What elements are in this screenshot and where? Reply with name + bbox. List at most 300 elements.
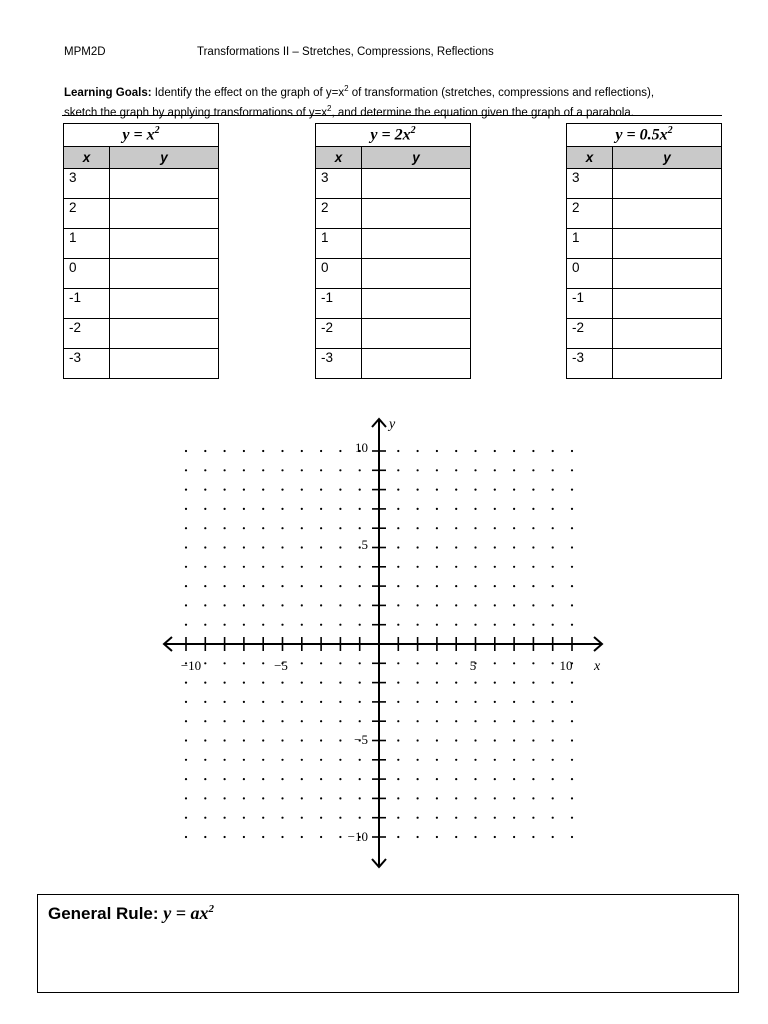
grid-dot (243, 469, 245, 471)
x-value: -1 (64, 289, 110, 319)
grid-dot (301, 527, 303, 529)
x-value: 1 (316, 229, 362, 259)
x-value: 2 (316, 199, 362, 229)
x-column-header: x (316, 147, 362, 169)
grid-dot (204, 450, 206, 452)
grid-dot (224, 585, 226, 587)
grid-dot (204, 778, 206, 780)
grid-dot (204, 546, 206, 548)
grid-dot (397, 662, 399, 664)
grid-dot (185, 739, 187, 741)
grid-dot (455, 797, 457, 799)
x-tick-label: 10 (559, 658, 573, 673)
grid-dot (571, 701, 573, 703)
grid-dot (513, 546, 515, 548)
grid-dot (262, 720, 264, 722)
grid-dot (417, 720, 419, 722)
grid-dot (262, 662, 264, 664)
grid-dot (417, 508, 419, 510)
grid-dot (436, 508, 438, 510)
grid-dot (455, 817, 457, 819)
x-value: -2 (567, 319, 613, 349)
grid-dot (474, 836, 476, 838)
grid-dot (494, 720, 496, 722)
grid-dot (339, 585, 341, 587)
grid-dot (301, 682, 303, 684)
grid-dot (513, 720, 515, 722)
x-column-header: x (567, 147, 613, 169)
x-value: 1 (567, 229, 613, 259)
grid-dot (455, 759, 457, 761)
grid-dot (455, 778, 457, 780)
grid-dot (339, 662, 341, 664)
grid-dot (571, 720, 573, 722)
grid-dot (552, 585, 554, 587)
grid-dot (359, 527, 361, 529)
x-value: 3 (567, 169, 613, 199)
grid-dot (204, 662, 206, 664)
grid-dot (532, 739, 534, 741)
grid-dot (243, 604, 245, 606)
grid-dot (494, 662, 496, 664)
grid-dot (552, 701, 554, 703)
grid-dot (224, 469, 226, 471)
grid-dot (532, 469, 534, 471)
grid-dot (204, 817, 206, 819)
grid-dot (320, 759, 322, 761)
x-value: -2 (64, 319, 110, 349)
grid-dot (571, 546, 573, 548)
grid-dot (281, 469, 283, 471)
grid-dot (532, 527, 534, 529)
grid-dot (552, 720, 554, 722)
grid-dot (397, 759, 399, 761)
grid-dot (513, 585, 515, 587)
y-column-header: y (613, 147, 722, 169)
grid-dot (262, 604, 264, 606)
grid-dot (552, 836, 554, 838)
grid-dot (552, 508, 554, 510)
grid-dot (224, 604, 226, 606)
grid-dot (494, 469, 496, 471)
x-value: -2 (316, 319, 362, 349)
grid-dot (494, 836, 496, 838)
grid-dot (436, 624, 438, 626)
grid-dot (436, 604, 438, 606)
learning-goals-label: Learning Goals: (64, 86, 152, 99)
grid-dot (301, 701, 303, 703)
grid-dot (281, 739, 283, 741)
grid-dot (262, 624, 264, 626)
grid-dot (243, 450, 245, 452)
grid-dot (571, 624, 573, 626)
grid-dot (301, 759, 303, 761)
grid-dot (359, 566, 361, 568)
learning-goals-text-2a: sketch the graph by applying transformations of y=x (64, 106, 328, 119)
x-value: 2 (64, 199, 110, 229)
grid-dot (474, 720, 476, 722)
grid-dot (552, 604, 554, 606)
grid-dot (301, 489, 303, 491)
grid-dot (359, 759, 361, 761)
grid-dot (262, 489, 264, 491)
grid-dot (417, 662, 419, 664)
grid-dot (474, 604, 476, 606)
grid-dot (513, 701, 515, 703)
grid-dot (262, 585, 264, 587)
grid-dot (436, 450, 438, 452)
grid-dot (552, 739, 554, 741)
grid-dot (571, 604, 573, 606)
grid-dot (436, 759, 438, 761)
grid-dot (474, 566, 476, 568)
grid-dot (474, 682, 476, 684)
grid-dot (397, 604, 399, 606)
grid-dot (436, 701, 438, 703)
grid-dot (474, 527, 476, 529)
grid-dot (281, 817, 283, 819)
grid-dot (320, 739, 322, 741)
learning-goals-sup-2: 2 (327, 103, 332, 113)
grid-dot (552, 797, 554, 799)
grid-dot (397, 797, 399, 799)
grid-dot (417, 566, 419, 568)
grid-dot (281, 604, 283, 606)
grid-dot (532, 701, 534, 703)
grid-dot (552, 566, 554, 568)
grid-dot (513, 450, 515, 452)
grid-dot (474, 585, 476, 587)
grid-dot (262, 682, 264, 684)
grid-dot (281, 759, 283, 761)
grid-dot (224, 624, 226, 626)
grid-dot (224, 739, 226, 741)
grid-dot (243, 817, 245, 819)
grid-dot (552, 469, 554, 471)
grid-dot (571, 566, 573, 568)
y-tick-label: 10 (355, 440, 368, 455)
grid-dot (224, 797, 226, 799)
grid-dot (301, 566, 303, 568)
grid-dot (339, 624, 341, 626)
grid-dot (281, 508, 283, 510)
grid-dot (417, 682, 419, 684)
grid-dot (397, 469, 399, 471)
grid-dot (571, 682, 573, 684)
grid-dot (281, 797, 283, 799)
grid-dot (359, 624, 361, 626)
grid-dot (513, 508, 515, 510)
grid-dot (513, 759, 515, 761)
y-column-header: y (110, 147, 219, 169)
grid-dot (224, 489, 226, 491)
grid-dot (224, 662, 226, 664)
grid-dot (455, 469, 457, 471)
grid-dot (532, 836, 534, 838)
grid-dot (552, 759, 554, 761)
grid-dot (532, 817, 534, 819)
grid-dot (281, 836, 283, 838)
grid-dot (436, 527, 438, 529)
grid-dot (494, 778, 496, 780)
grid-dot (320, 701, 322, 703)
grid-dot (301, 604, 303, 606)
y-axis-label: y (389, 417, 396, 432)
grid-dot (532, 720, 534, 722)
grid-dot (320, 720, 322, 722)
grid-dot (436, 817, 438, 819)
grid-dot (243, 662, 245, 664)
general-rule-box[interactable] (37, 894, 739, 993)
grid-dot (243, 546, 245, 548)
grid-dot (281, 450, 283, 452)
grid-dot (359, 701, 361, 703)
grid-dot (513, 469, 515, 471)
grid-dot (243, 489, 245, 491)
grid-dot (474, 739, 476, 741)
grid-dot (532, 778, 534, 780)
grid-dot (204, 797, 206, 799)
grid-dot (513, 682, 515, 684)
grid-dot (243, 720, 245, 722)
grid-dot (436, 836, 438, 838)
grid-dot (185, 508, 187, 510)
grid-dot (301, 797, 303, 799)
grid-dot (474, 450, 476, 452)
grid-dot (359, 489, 361, 491)
grid-dot (243, 624, 245, 626)
grid-dot (552, 527, 554, 529)
grid-dot (571, 759, 573, 761)
grid-dot (339, 759, 341, 761)
grid-dot (494, 566, 496, 568)
grid-dot (571, 739, 573, 741)
grid-dot (417, 469, 419, 471)
grid-dot (571, 469, 573, 471)
grid-dot (339, 450, 341, 452)
grid-dot (513, 624, 515, 626)
grid-dot (455, 720, 457, 722)
grid-dot (301, 508, 303, 510)
grid-dot (455, 682, 457, 684)
grid-dot (301, 469, 303, 471)
grid-dot (397, 489, 399, 491)
grid-dot (571, 797, 573, 799)
grid-dot (417, 797, 419, 799)
grid-dot (204, 585, 206, 587)
grid-dot (320, 489, 322, 491)
grid-dot (552, 662, 554, 664)
grid-dot (417, 817, 419, 819)
grid-dot (436, 797, 438, 799)
grid-dot (339, 508, 341, 510)
grid-dot (185, 720, 187, 722)
x-value: -1 (316, 289, 362, 319)
grid-dot (436, 739, 438, 741)
grid-dot (281, 546, 283, 548)
grid-dot (224, 836, 226, 838)
x-tick-label: 5 (469, 658, 477, 673)
grid-dot (552, 489, 554, 491)
grid-dot (262, 469, 264, 471)
grid-dot (243, 759, 245, 761)
grid-dot (494, 489, 496, 491)
grid-dot (204, 739, 206, 741)
grid-dot (397, 508, 399, 510)
grid-dot (552, 450, 554, 452)
grid-dot (262, 566, 264, 568)
x-value: -1 (567, 289, 613, 319)
grid-dot (204, 604, 206, 606)
grid-axes (164, 419, 602, 867)
x-value: 0 (567, 259, 613, 289)
grid-dot (474, 701, 476, 703)
grid-dot (301, 739, 303, 741)
grid-dot (359, 508, 361, 510)
x-value: 0 (64, 259, 110, 289)
grid-dot (417, 527, 419, 529)
grid-dot (571, 778, 573, 780)
grid-dot (397, 450, 399, 452)
grid-dot (417, 585, 419, 587)
grid-dot (204, 720, 206, 722)
general-rule-equation: $y = ax^2$ (163, 903, 215, 923)
grid-dot (339, 797, 341, 799)
grid-dot (224, 778, 226, 780)
grid-dot (262, 817, 264, 819)
grid-dot (532, 546, 534, 548)
x-tick-label: −5 (274, 658, 288, 673)
grid-dot (339, 546, 341, 548)
x-value: 3 (64, 169, 110, 199)
grid-dot (339, 489, 341, 491)
grid-dot (243, 566, 245, 568)
grid-dot (243, 585, 245, 587)
grid-dot (397, 739, 399, 741)
grid-dot (224, 450, 226, 452)
grid-dot (224, 527, 226, 529)
grid-dot (281, 566, 283, 568)
grid-dot (474, 624, 476, 626)
y-tick-label: 5 (361, 537, 368, 552)
grid-dot (204, 682, 206, 684)
grid-dot (359, 546, 361, 548)
grid-dot (513, 604, 515, 606)
grid-dot (513, 797, 515, 799)
learning-goals-sup-1: 2 (344, 84, 349, 93)
grid-dot (494, 739, 496, 741)
grid-dot (204, 759, 206, 761)
grid-dot (262, 836, 264, 838)
grid-dot (185, 585, 187, 587)
grid-dot (301, 836, 303, 838)
grid-dot (436, 566, 438, 568)
grid-dot (301, 817, 303, 819)
grid-dot (339, 701, 341, 703)
grid-dot (359, 585, 361, 587)
grid-dot (185, 546, 187, 548)
learning-goals-text-1b: of transformation (stretches, compressions and reflections), (348, 86, 655, 99)
grid-dot (339, 566, 341, 568)
grid-dot (281, 682, 283, 684)
grid-dot (185, 682, 187, 684)
grid-dot (224, 566, 226, 568)
grid-dot (455, 836, 457, 838)
grid-dot (243, 739, 245, 741)
grid-dot (339, 720, 341, 722)
grid-dot (320, 469, 322, 471)
x-value: 2 (567, 199, 613, 229)
grid-dot (494, 759, 496, 761)
grid-dot (301, 778, 303, 780)
grid-dot (552, 778, 554, 780)
grid-dot (243, 797, 245, 799)
grid-dot (436, 778, 438, 780)
learning-goals-text-1a: Identify the effect on the graph of y=x (151, 86, 345, 99)
grid-dot (397, 624, 399, 626)
grid-dot (474, 759, 476, 761)
grid-dot (204, 489, 206, 491)
grid-dot (552, 817, 554, 819)
grid-dot (262, 450, 264, 452)
grid-dot (455, 739, 457, 741)
grid-dot (571, 450, 573, 452)
grid-dot (494, 797, 496, 799)
grid-dot (262, 739, 264, 741)
grid-dot (455, 585, 457, 587)
grid-dot (571, 489, 573, 491)
worksheet-title: Transformations II – Stretches, Compressions, Reflections (197, 46, 494, 58)
grid-dot (359, 604, 361, 606)
grid-dot (359, 817, 361, 819)
grid-dot (243, 836, 245, 838)
x-value: 1 (64, 229, 110, 259)
y-tick-label: −10 (347, 829, 368, 844)
grid-dot (417, 546, 419, 548)
grid-dot (474, 778, 476, 780)
grid-dot (571, 836, 573, 838)
grid-dot (339, 527, 341, 529)
grid-dot (185, 450, 187, 452)
grid-dot (494, 450, 496, 452)
grid-dot (262, 797, 264, 799)
grid-dot (455, 624, 457, 626)
grid-dot (455, 489, 457, 491)
grid-dot (417, 450, 419, 452)
grid-dot (243, 527, 245, 529)
grid-dot (204, 836, 206, 838)
grid-dot (301, 546, 303, 548)
grid-dot (320, 662, 322, 664)
x-tick-label: −10 (180, 658, 202, 673)
grid-dot (474, 508, 476, 510)
grid-dot (436, 682, 438, 684)
x-column-header: x (64, 147, 110, 169)
grid-dot (513, 778, 515, 780)
grid-dot (571, 817, 573, 819)
grid-dot (552, 546, 554, 548)
grid-dot (513, 739, 515, 741)
grid-dot (417, 489, 419, 491)
grid-dot (339, 778, 341, 780)
grid-dot (494, 701, 496, 703)
grid-dot (494, 624, 496, 626)
grid-dot (204, 566, 206, 568)
grid-dot (320, 817, 322, 819)
grid-dot (359, 662, 361, 664)
grid-dot (185, 527, 187, 529)
grid-dot (571, 527, 573, 529)
